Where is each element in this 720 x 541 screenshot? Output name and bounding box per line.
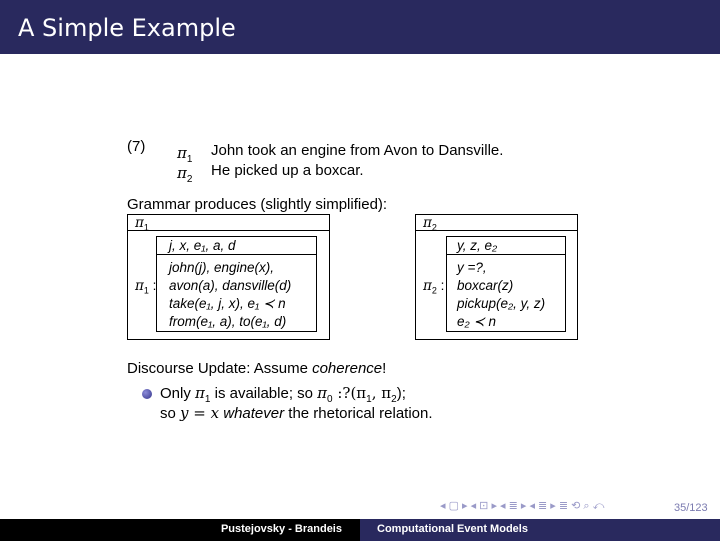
- sentence-1: John took an engine from Avon to Dansville.: [211, 142, 504, 159]
- drs2-outer-subscript: 2: [431, 285, 437, 296]
- drs1-outer-subscript: 1: [143, 285, 149, 296]
- bullet2-text-a: so: [160, 405, 181, 422]
- drs1-universe: j, x, e₁, a, d: [169, 238, 236, 253]
- drs2-label-subscript: 2: [431, 222, 437, 233]
- drs2-condition-2: boxcar(z): [457, 278, 514, 293]
- page-number: 35/123: [674, 502, 708, 514]
- drs2-condition-3: pickup(e₂, y, z): [457, 296, 546, 311]
- drs2-header-divider: [415, 230, 578, 231]
- pi2-symbol: π: [177, 164, 187, 182]
- discourse-update-line: [127, 360, 386, 378]
- pi1-symbol: π: [177, 144, 187, 162]
- slide-title: A Simple Example: [18, 14, 236, 42]
- drs1-condition-1: john(j), engine(x),: [169, 260, 275, 275]
- drs1-condition-4: from(e₁, a), to(e₁, d): [169, 314, 287, 329]
- sentence-2: He picked up a boxcar.: [211, 162, 364, 179]
- drs1-condition-3: take(e₁, j, x), e₁ ≺ n: [169, 296, 286, 311]
- drs1-universe-divider: [156, 254, 317, 255]
- bullet1-text-b: is available; so: [210, 385, 318, 402]
- bullet1-sub4: 2: [391, 394, 397, 405]
- bullet1-sub1: 1: [204, 394, 211, 405]
- navigation-symbols[interactable]: ◂ ▢ ▸ ◂ ⊡ ▸ ◂ ≣ ▸ ◂ ≣ ▸ ≣ ⟲ ⌕ ⤺: [440, 500, 605, 512]
- pi1-subscript: 1: [186, 154, 193, 165]
- drs2-condition-1: y =?,: [457, 260, 487, 275]
- footer-author-bar: [0, 519, 360, 541]
- bullet-icon: [142, 389, 152, 399]
- bullet1-sub3: 1: [366, 394, 372, 405]
- bullet-line-2: [160, 404, 433, 423]
- drs1-outer-label: [135, 277, 156, 300]
- bullet1-math3: :?(π: [332, 384, 367, 402]
- pi2-label: [177, 164, 192, 189]
- drs1-header-divider: [127, 230, 330, 231]
- drs2-outer-colon: :: [436, 278, 445, 293]
- drs1-label-subscript: 1: [143, 222, 149, 233]
- drs1-condition-2: avon(a), dansville(d): [169, 278, 292, 293]
- discourse-emphasis: coherence: [312, 360, 383, 377]
- discourse-prefix: Discourse Update: Assume: [127, 360, 313, 377]
- bullet1-sub2: 0: [327, 394, 333, 405]
- drs2-label-symbol: π: [423, 215, 432, 231]
- bullet2-text-b: the rhetorical relation.: [284, 405, 433, 422]
- drs1-label: [135, 214, 149, 237]
- bullet2-emphasis: whatever: [219, 405, 285, 422]
- pi2-subscript: 2: [186, 174, 193, 185]
- drs2-outer-symbol: π: [423, 278, 432, 294]
- bullet1-text-a: Only: [160, 385, 196, 402]
- bullet1-pi1: π: [195, 384, 205, 402]
- bullet2-math: y = x: [180, 404, 220, 422]
- discourse-suffix: !: [382, 360, 387, 377]
- bullet1-math4: , π: [371, 384, 392, 402]
- drs1-outer-colon: :: [148, 278, 157, 293]
- example-number: (7): [127, 138, 146, 155]
- drs1-label-symbol: π: [135, 215, 144, 231]
- footer-title-bar: [360, 519, 720, 541]
- drs2-outer-label: [423, 277, 444, 300]
- grammar-line: Grammar produces (slightly simplified):: [127, 196, 388, 213]
- bullet1-pi0: π: [317, 384, 328, 402]
- drs2-universe-divider: [446, 254, 566, 255]
- drs2-universe: y, z, e₂: [457, 238, 498, 253]
- bullet1-end: );: [396, 385, 406, 402]
- drs2-condition-4: e₂ ≺ n: [457, 314, 496, 329]
- drs2-label: [423, 214, 437, 237]
- drs1-outer-symbol: π: [135, 278, 144, 294]
- footer-author: Pustejovsky - Brandeis: [220, 523, 342, 535]
- footer-talk-title: Computational Event Models: [377, 523, 528, 535]
